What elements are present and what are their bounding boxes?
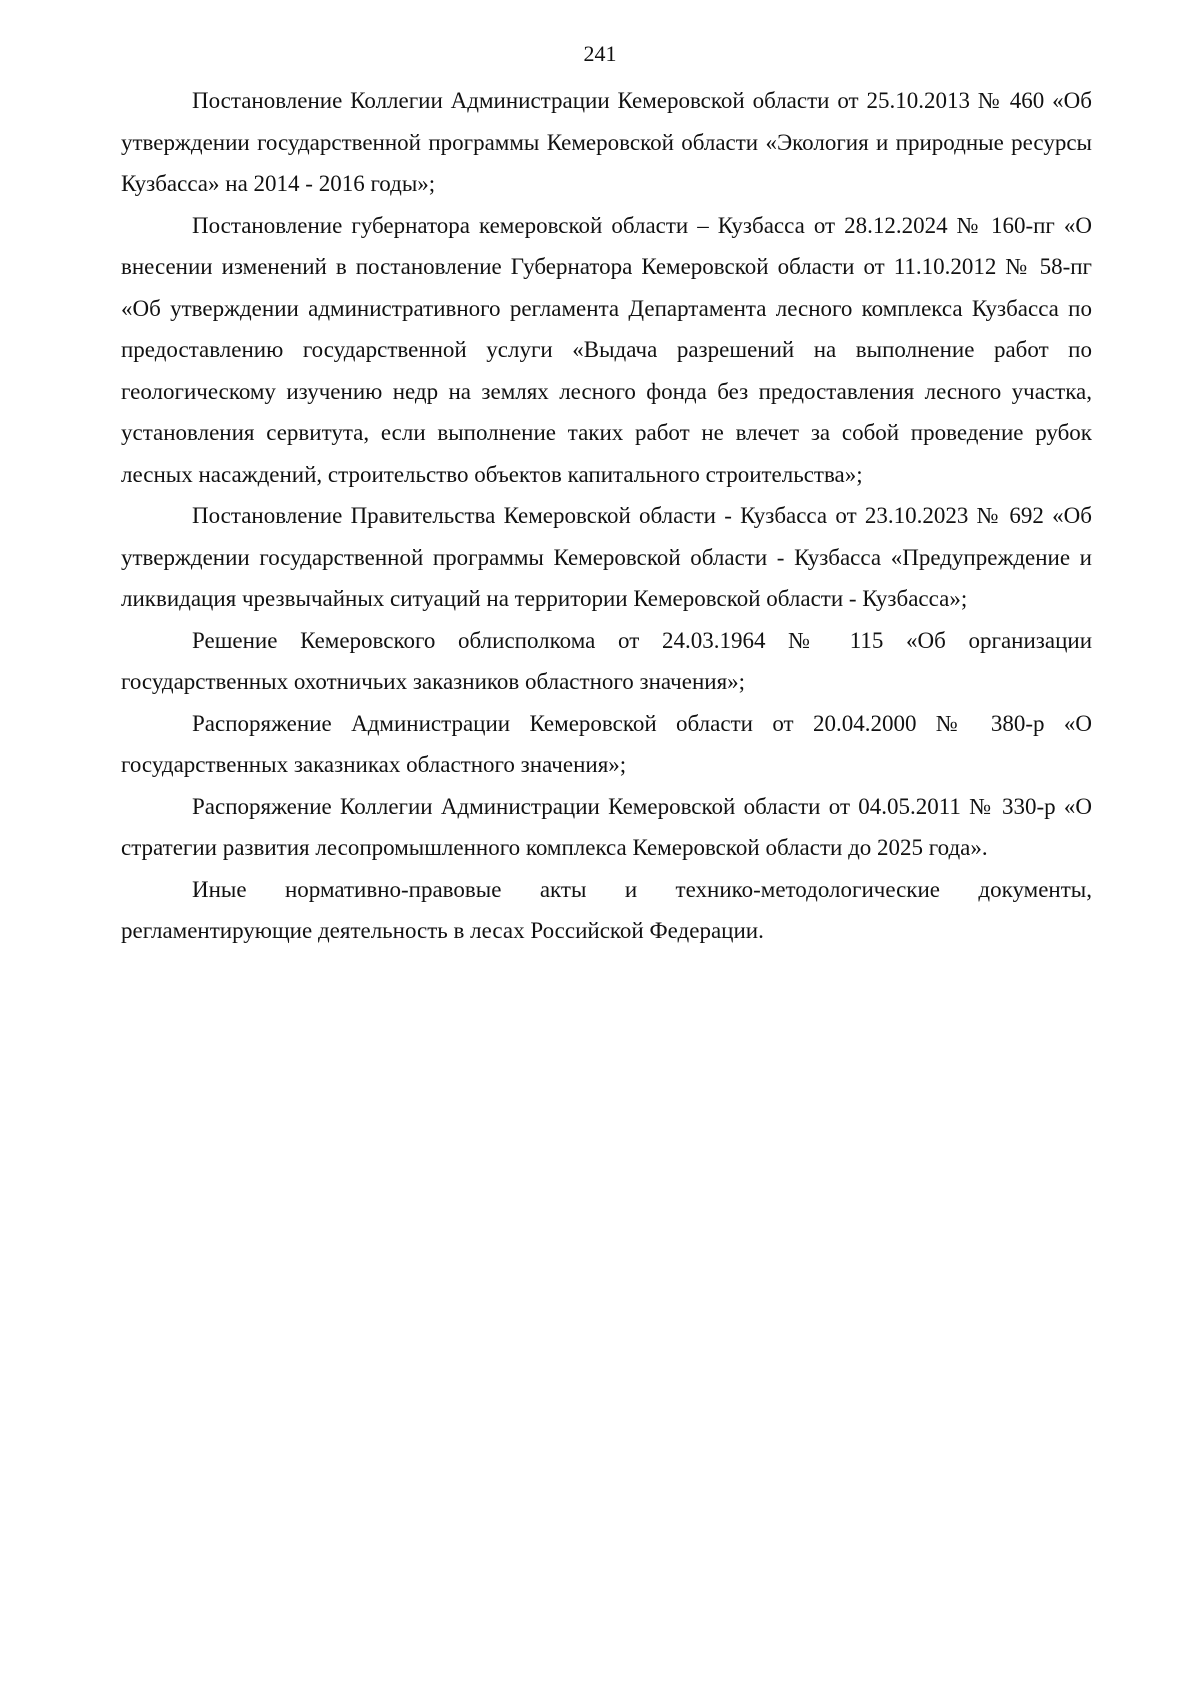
paragraph-order-2000-380: Распоряжение Администрации Кемеровской области от 20.04.2000 № 380-р «О государственных заказниках областного значения»;: [121, 710, 1092, 777]
paragraph-decision-1964-115: Решение Кемеровского облисполкома от 24.03.1964 № 115 «Об организации государственных охотничьих заказников областного значения»;: [121, 627, 1092, 694]
paragraph-resolution-2024-160: Постановление губернатора кемеровской области – Кузбасса от 28.12.2024 № 160-пг «О внесении изменений в постановление Губернатора Кемеровской области от 11.10.2012 № 58-пг «Об утверждении административного регламента Департамента лесного комплекса Кузбасса по предоставлению государственной услуги «Выдача разрешений на выполнение работ по геологическому изучению недр на землях лесного фонда без предоставления лесного участка, установления сервитута, если выполнение таких работ не влечет за собой проведение рубок лесных насаждений, строительство объектов капитального строительства»;: [121, 212, 1092, 487]
paragraph-resolution-2023-692: Постановление Правительства Кемеровской области - Кузбасса от 23.10.2023 № 692 «Об утверждении государственной программы Кемеровской области - Кузбасса «Предупреждение и ликвидация чрезвычайных ситуаций на территории Кемеровской области - Кузбасса»;: [121, 503, 1092, 611]
paragraph-order-2011-330: Распоряжение Коллегии Администрации Кемеровской области от 04.05.2011 № 330-р «О стратегии развития лесопромышленного комплекса Кемеровской области до 2025 года».: [121, 793, 1092, 860]
paragraph-resolution-2013-460: Постановление Коллегии Администрации Кемеровской области от 25.10.2013 № 460 «Об утверждении государственной программы Кемеровской области «Экология и природные ресурсы Кузбасса» на 2014 - 2016 годы»;: [121, 88, 1092, 196]
page-number: 241: [583, 41, 617, 66]
document-body: [121, 80, 1092, 952]
paragraph-other-acts: Иные нормативно-правовые акты и технико-методологические документы, регламентирующие деятельность в лесах Российской Федерации.: [121, 876, 1092, 943]
